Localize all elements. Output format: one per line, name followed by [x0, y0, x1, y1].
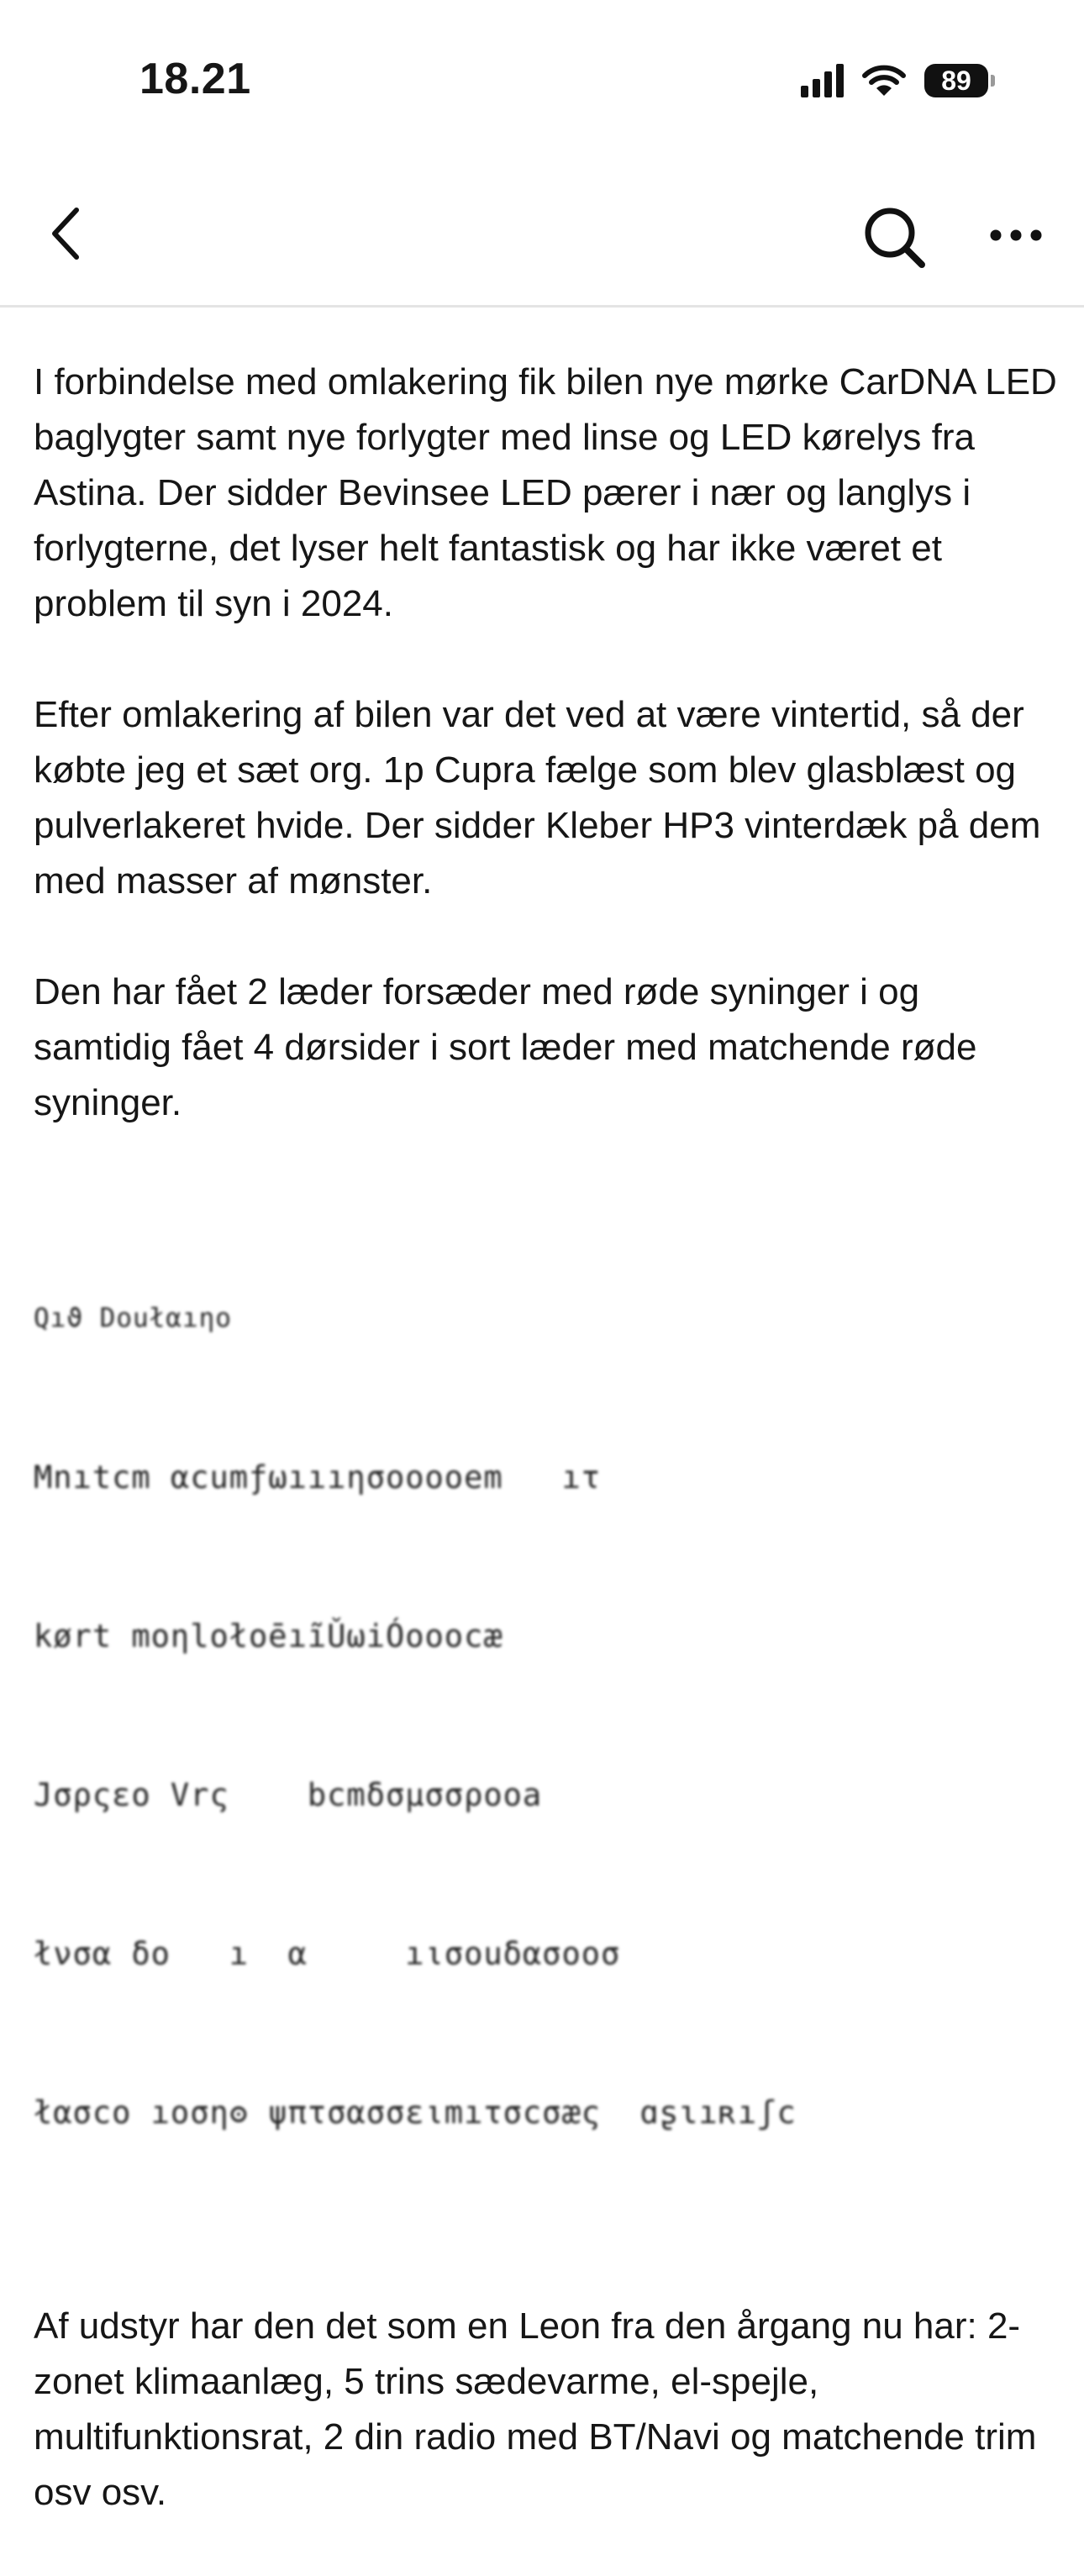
back-button[interactable]	[35, 202, 94, 265]
battery-level: 89	[924, 64, 988, 97]
chevron-left-icon	[48, 207, 82, 260]
battery-indicator	[924, 64, 995, 97]
battery-tip	[991, 75, 995, 87]
post-paragraph: Den har fået 2 læder forsæder med røde syninger i og samtidig fået 4 dørsider i sort læder med matchende røde syninger.	[34, 971, 977, 1123]
post-paragraph: I forbindelse med omlakering fik bilen nye mørke CarDNA LED baglygter samt nye forlygter med linse og LED kørelys fra Astina. Der sidder Bevinsee LED pærer i nær og langlys i forlygterne, det lyser helt fantastisk og har ikke været et problem til syn i 2024.	[34, 361, 1057, 624]
post-paragraph: Efter omlakering af bilen var det ved at være vintertid, så der købte jeg et sæt org. 1p Cupra fælge som blev glasblæst og pulverlakeret hvide. Der sidder Kleber HP3 vinterdæk på dem med masser af mønster.	[34, 694, 1041, 902]
garbled-text-block	[34, 1186, 1063, 2245]
wifi-icon	[862, 64, 906, 97]
status-time: 18.21	[139, 55, 251, 103]
search-button[interactable]	[859, 202, 931, 274]
status-bar	[0, 0, 1084, 160]
garbled-line: Mnıtcm αcumƒωıııησooooem ıτ	[34, 1459, 602, 1496]
status-icons	[801, 62, 995, 99]
more-options-button[interactable]	[987, 210, 1045, 260]
garbled-line: łνσα δο ı α ıισouδασooσ	[34, 1936, 621, 1972]
garbled-line: Jσρςεο Vrς bcmδσμσσροoa	[34, 1777, 543, 1813]
cellular-signal-icon	[801, 64, 844, 97]
post-content	[34, 355, 1063, 2576]
search-icon	[861, 204, 929, 271]
post-paragraph: Af udstyr har den det som en Leon fra den årgang nu har: 2-zonet klimaanlæg, 5 trins sædevarme, el-spejle, multifunktionsrat, 2 din radio med BT/Navi og matchende trim osv osv.	[34, 2305, 1037, 2513]
garbled-line: Qıϑ Doułαıηο	[34, 1303, 232, 1333]
more-horizontal-icon	[989, 229, 1043, 242]
nav-bar	[0, 160, 1084, 308]
garbled-line: łασco ıoσηʘ ψπτσασσειmıτσcσæς ɑʂɩıʀıʃc	[34, 2095, 797, 2131]
garbled-line: kørt moηlołοēıĩǓωiÓοoocæ	[34, 1618, 503, 1654]
